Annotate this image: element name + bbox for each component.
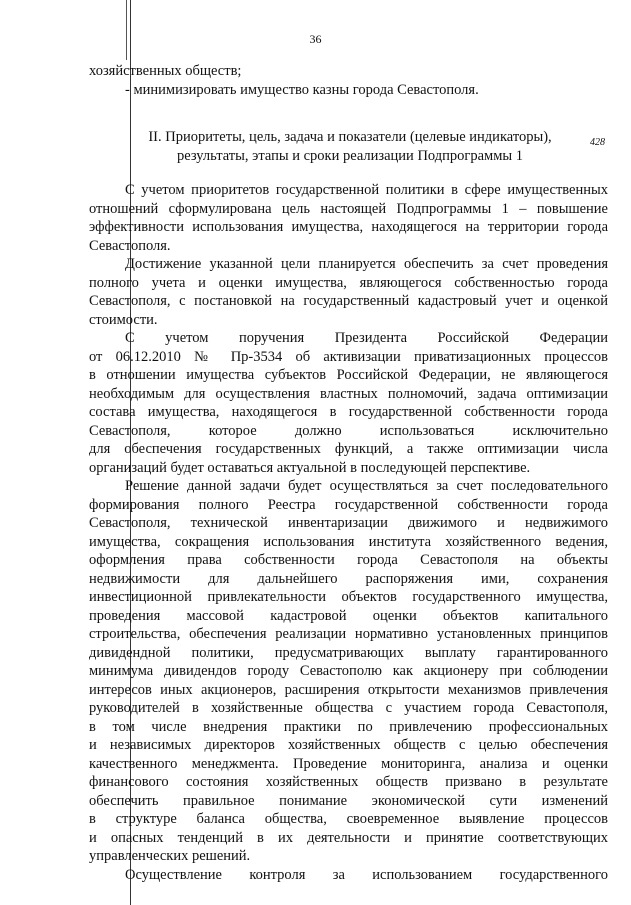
top-line: хозяйственных обществ; (89, 63, 242, 79)
body-text (89, 181, 608, 884)
body-line: Достижение указанной цели планируется обеспечить за счет проведения (125, 256, 608, 272)
body-line: в том числе внедрения практики по привлечению профессиональных (89, 718, 608, 735)
body-line: имущества, сокращения использования института хозяйственного ведения, (89, 533, 608, 550)
body-line: состава имущества, находящегося в государственной собственности города (89, 404, 608, 420)
body-line: для обеспечения государственных функций, а также оптимизации числа (89, 441, 608, 457)
scan-margin-line-secondary (126, 0, 127, 60)
body-line: Решение данной задачи будет осуществляться за счет последовательного (125, 478, 608, 494)
body-line: Севастополя, которое должно использоваться исключительно (89, 422, 608, 439)
body-line: финансового состояния хозяйственных обществ призвано в результате (89, 774, 608, 790)
body-line: эффективности использования имущества, находящегося на территории города (89, 219, 608, 235)
body-line: в отношении имущества субъектов Российской Федерации, не являющегося (89, 367, 608, 383)
section-heading-line: II. Приоритеты, цель, задача и показатели (целевые индикаторы), (148, 129, 552, 145)
body-line: Севастополя, технической инвентаризации движимого и недвижимого (89, 515, 608, 531)
body-line: качественного менеджмента. Проведение мониторинга, анализа и оценки (89, 755, 608, 772)
section-heading-line: результаты, этапы и сроки реализации Подпрограммы 1 (177, 147, 523, 164)
body-line: С учетом приоритетов государственной политики в сфере имущественных (125, 182, 608, 198)
body-line: интересов иных акционеров, расширения открытости механизмов привлечения (89, 681, 608, 698)
body-line: Севастополя, с постановкой на государственный кадастровый учет и оценкой (89, 293, 608, 309)
top-lines (89, 62, 608, 99)
body-line: проведения массовой кадастровой оценки объектов капитального (89, 607, 608, 624)
top-line: - минимизировать имущество казны города Севастополя. (125, 81, 479, 98)
body-line: необходимым для осуществления властных полномочий, задача оптимизации (89, 385, 608, 402)
body-line: стоимости. (89, 311, 158, 328)
body-line: организаций будет оставаться актуальной в последующей перспективе. (89, 459, 531, 476)
body-line: инвестиционной привлекательности объектов государственного имущества, (89, 589, 608, 605)
body-line: формирования полного Реестра государственной собственности города (89, 496, 608, 513)
body-line: и опасных тенденций в их деятельности и принятие соответствующих (89, 829, 608, 846)
body-line: Севастополя. (89, 237, 171, 254)
body-line: Осуществление контроля за использованием государственного (125, 866, 608, 883)
body-line: управленческих решений. (89, 848, 251, 864)
body-line: строительства, обеспечения реализации нормативно установленных принципов (89, 626, 608, 642)
body-line: дивидендной политики, предусматривающих выплату гарантированного (89, 644, 608, 661)
body-line: от 06.12.2010 № Пр-3534 об активизации приватизационных процессов (89, 348, 608, 365)
body-line: полного учета и оценки имущества, являющегося собственностью города (89, 274, 608, 291)
handwritten-page-mark: 428 (590, 137, 605, 148)
body-line: минимума дивидендов городу Севастополю как акционеру при соблюдении (89, 663, 608, 679)
body-line: в структуре баланса общества, своевременное выявление процессов (89, 811, 608, 827)
body-line: отношений сформулирована цель настоящей Подпрограммы 1 – повышение (89, 200, 608, 217)
body-line: недвижимости для дальнейшего распоряжения ими, сохранения (89, 570, 608, 587)
body-line: С учетом поручения Президента Российской Федерации (125, 330, 608, 346)
body-line: обеспечить правильное понимание экономической сути изменений (89, 792, 608, 809)
section-heading (120, 128, 580, 165)
body-line: оформления права собственности города Севастополя на объекты (89, 552, 608, 568)
page-number: 36 (309, 32, 322, 46)
body-line: руководителей в хозяйственные общества с участием города Севастополя, (89, 700, 608, 716)
body-line: и независимых директоров хозяйственных обществ с целью обеспечения (89, 737, 608, 753)
